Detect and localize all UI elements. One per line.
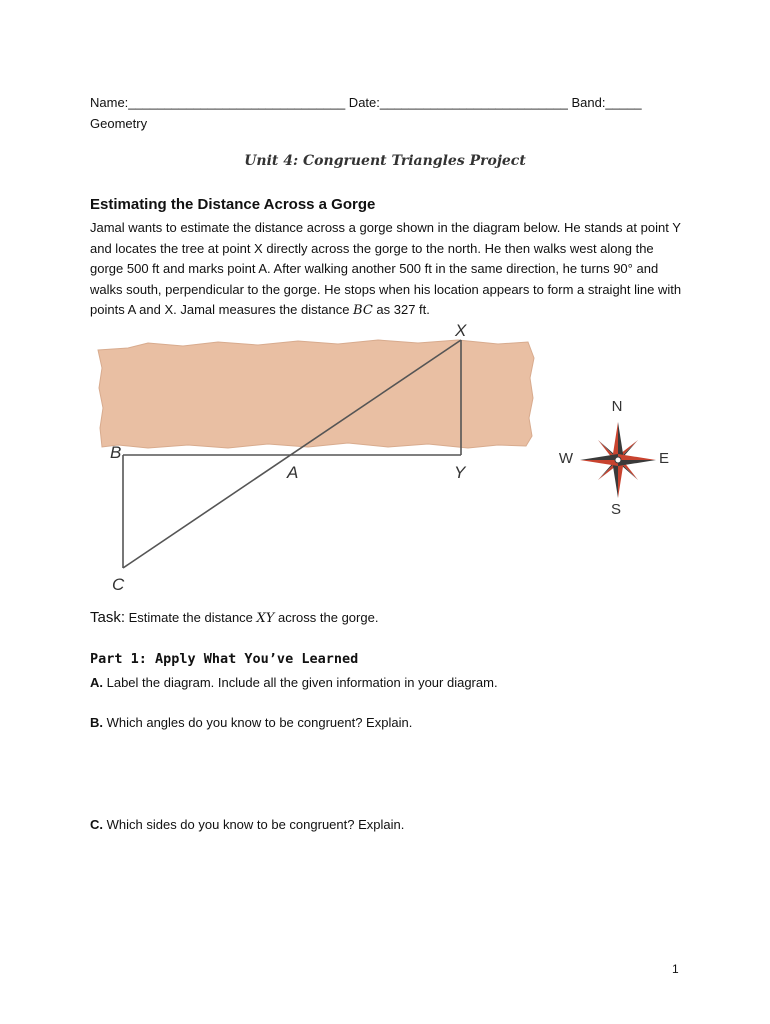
compass-rose (550, 392, 680, 522)
label-b: B (110, 443, 122, 462)
page-number: 1 (672, 962, 679, 976)
task-text2: across the gorge. (274, 610, 379, 625)
gorge-diagram (88, 318, 548, 598)
compass-s: S (610, 501, 622, 518)
label-y: Y (454, 463, 466, 482)
gorge-region (98, 340, 534, 448)
question-c-label: C. (90, 817, 103, 832)
question-b-text: Which angles do you know to be congruent? Explain. (103, 715, 413, 730)
question-c (90, 815, 404, 835)
problem-part3: as 327 ft. (372, 302, 430, 317)
problem-part2: and walks south, perpendicular to the gorge. He stops when his location appears to form a straight line with points A and X. Jamal measures the distance (90, 261, 682, 317)
section-heading: Estimating the Distance Across a Gorge (90, 196, 376, 213)
task-label: Task: (90, 609, 126, 626)
compass-n: N (611, 398, 623, 415)
compass-w: W (558, 450, 574, 467)
page-title: Unit 4: Congruent Triangles Project (244, 153, 526, 169)
question-b-label: B. (90, 715, 103, 730)
compass-e: E (658, 450, 670, 467)
part1-heading: Part 1: Apply What You’ve Learned (90, 651, 359, 667)
question-a-text: Label the diagram. Include all the given information in your diagram. (103, 675, 498, 690)
segment-bc: BC (353, 303, 373, 318)
segment-xy-text: XY (256, 611, 275, 626)
angle-value: 90° (613, 261, 633, 276)
task-line (90, 608, 378, 629)
task-text1: Estimate the distance (125, 610, 257, 625)
header-line: Name:______________________________ Date:__________________________ Band:_____ (90, 95, 642, 110)
problem-part1: Jamal wants to estimate the distance across a gorge shown in the diagram below. He stands at point Y and locates the tree at point X directly across the gorge to the north. He then walks west along the gorge 500 ft and marks point A. After walking another 500 ft in the same direction, he turns (90, 220, 681, 276)
question-a (90, 673, 498, 693)
label-a: A (287, 463, 299, 482)
subject-label: Geometry (90, 116, 148, 131)
label-c: C (112, 575, 125, 594)
problem-text (90, 218, 690, 322)
label-x: X (455, 321, 467, 340)
question-b (90, 713, 412, 733)
question-a-label: A. (90, 675, 103, 690)
question-c-text: Which sides do you know to be congruent? Explain. (103, 817, 405, 832)
